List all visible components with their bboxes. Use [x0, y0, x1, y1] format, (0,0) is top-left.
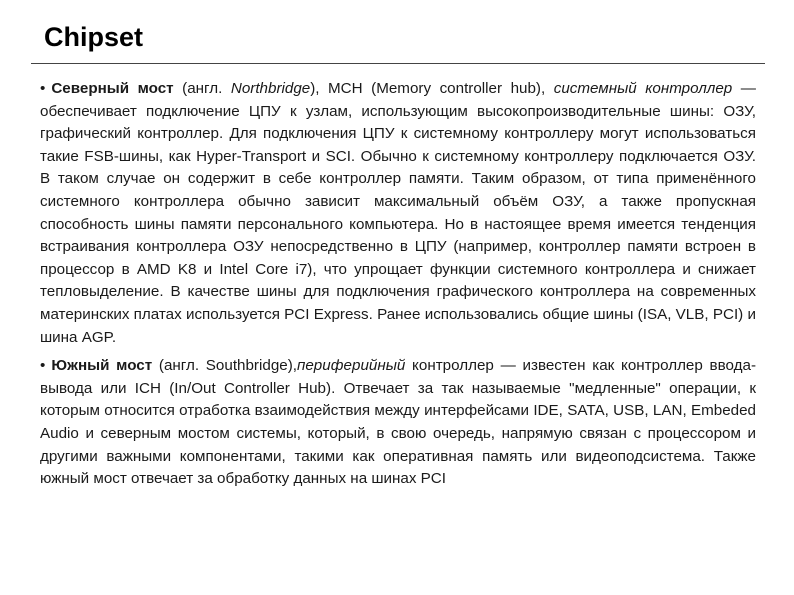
title-divider: [31, 63, 765, 64]
southbridge-term: Южный мост: [51, 357, 153, 375]
italic-run: системный контроллер: [553, 80, 733, 97]
northbridge-paragraph: [40, 78, 756, 349]
northbridge-term: Северный мост: [51, 80, 174, 97]
text-run: (англ.: [173, 80, 231, 97]
bullet-marker: •: [40, 80, 46, 97]
text-run: контроллер — известен как контроллер ввода-вывода или ICH (In/Out Controller Hub). Отвечает за так называемые "медленные" операции, к которым относится отработка взаимодействия между интерфейсами IDE, SATA, USB, LAN, Embeded Audio и северным мостом системы, который, в свою очередь, напрямую связан с процессором и другими важными компонентами, такими как оперативная память или видеоподсистема. Также южный мост отвечает за обработку данных на шинах PCI: [40, 357, 756, 488]
italic-run: периферийный: [297, 357, 406, 375]
bullet-marker: •: [40, 357, 46, 375]
italic-run: Northbridge: [230, 80, 311, 97]
text-run: ), MCH (Memory controller hub),: [310, 80, 554, 97]
southbridge-paragraph: [40, 355, 756, 491]
slide-title: Chipset: [44, 22, 144, 52]
text-run: — обеспечивает подключение ЦПУ к узлам, использующим высокопроизводительные шины: ОЗУ, графический контроллер. Для подключения ЦПУ к системному контроллеру могут использоваться такие FSB-шины, как Hyper-Transport и SCI. Обычно к системному контроллеру подключается ОЗУ. В таком случае он содержит в себе контроллер памяти. Таким образом, от типа применённого системного контроллера обычно зависит максимальный объём ОЗУ, а также пропускная способность шины памяти персонального компьютера. Но в настоящее время имеется тенденция встраивания контроллера ОЗУ непосредственно в ЦПУ (например, контроллер памяти встроен в процессор в AMD K8 и Intel Core i7), что упрощает функции системного контроллера и снижает тепловыделение. В качестве шины для подключения графического контроллера на современных материнских платах используется PCI Express. Ранее использовались общие шины (ISA, VLB, PCI) и шина AGP.: [40, 80, 756, 346]
text-run: (англ. Southbridge),: [152, 357, 297, 375]
slide-content: [40, 78, 756, 491]
